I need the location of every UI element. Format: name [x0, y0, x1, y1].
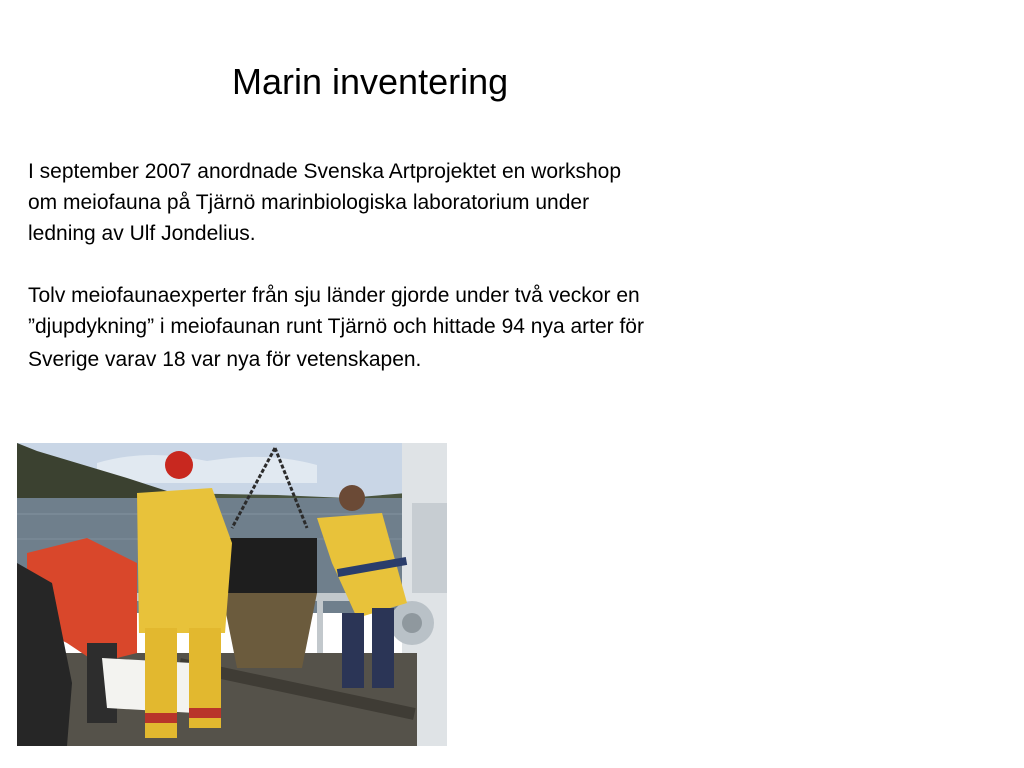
photo-icon	[17, 443, 447, 746]
slide-title: Marin inventering	[232, 61, 509, 102]
intro-line: ledning av Ulf Jondelius.	[28, 222, 256, 245]
worker-hat	[165, 451, 193, 479]
worker-yellow-coat	[137, 488, 232, 633]
results-paragraph	[28, 280, 808, 375]
intro-paragraph	[28, 156, 808, 249]
intro-line: I september 2007 anordnade Svenska Artprojektet en workshop	[28, 160, 622, 183]
results-line: Tolv meiofaunaexperter från sju länder gjorde under två veckor en	[28, 284, 640, 307]
results-line: Sverige varav 18 var nya för vetenskapen.	[28, 348, 422, 371]
worker-head	[339, 485, 365, 511]
grab-sampler	[222, 538, 317, 593]
intro-line: om meiofauna på Tjärnö marinbiologiska laboratorium under	[28, 191, 590, 214]
fieldwork-photo	[17, 443, 447, 746]
results-line: ”djupdykning” i meiofaunan runt Tjärnö och hittade 94 nya arter för	[28, 315, 644, 338]
